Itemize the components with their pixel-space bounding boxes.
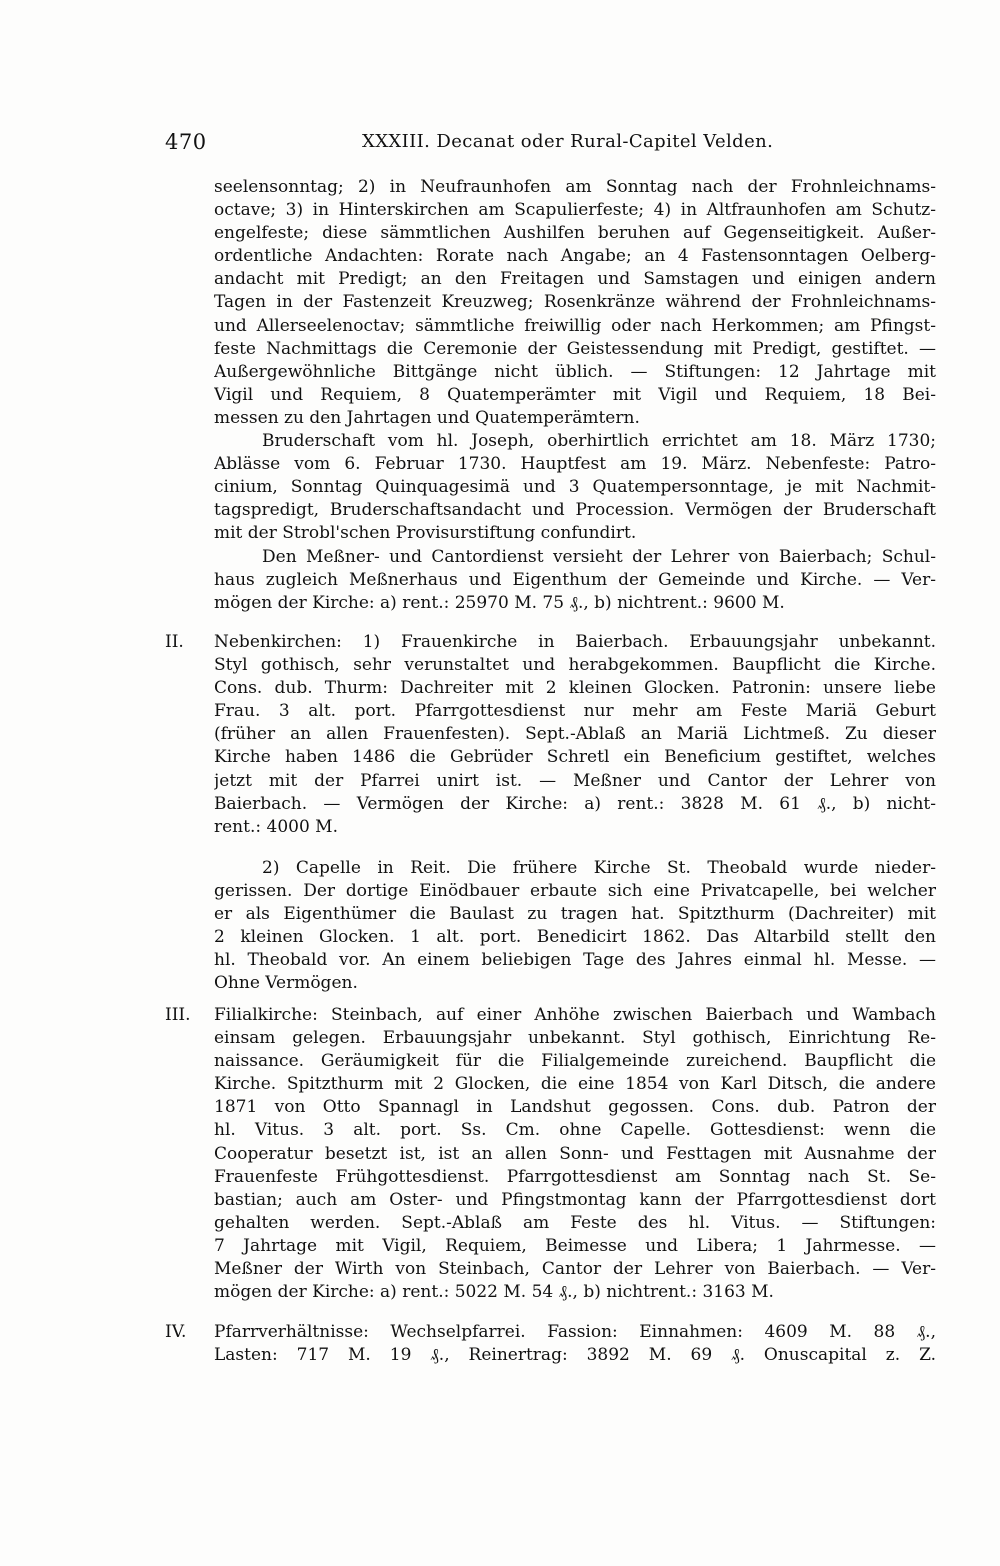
text-line: gehalten werden. Sept.-Ablaß am Feste des hl. Vitus. — Stiftungen:	[214, 1212, 936, 1233]
section-iii	[165, 1004, 936, 1304]
section-numeral: II.	[165, 632, 184, 652]
text-line: Frauenfeste Frühgottesdienst. Pfarrgottesdienst am Sonntag nach St. Se-	[214, 1166, 936, 1187]
text-line: naissance. Geräumigkeit für die Filialgemeinde zureichend. Baupflicht die	[214, 1051, 936, 1072]
text-line: octave; 3) in Hinterskirchen am Scapulierfeste; 4) in Altfraunhofen am Schutz-	[214, 200, 936, 221]
text-line: 7 Jahrtage mit Vigil, Requiem, Beimesse und Libera; 1 Jahrmesse. —	[214, 1235, 936, 1256]
text-line: cinium, Sonntag Quinquagesimä und 3 Quatempersonntage, je mit Nachmit-	[214, 477, 936, 498]
text-line: gerissen. Der dortige Einödbauer erbaute sich eine Privatcapelle, bei welcher	[214, 880, 936, 901]
running-head: XXXIII. Decanat oder Rural-Capitel Velden.	[362, 131, 774, 152]
text-line: engelfeste; diese sämmtlichen Aushilfen beruhen auf Gegenseitigkeit. Außer-	[214, 223, 936, 244]
text-line: messen zu den Jahrtagen und Quatemperämtern.	[214, 407, 640, 428]
section-iv	[165, 1321, 936, 1367]
text-line: jetzt mit der Pfarrei unirt ist. — Meßner und Cantor der Lehrer von	[214, 770, 936, 791]
text-line: Pfarrverhältnisse: Wechselpfarrei. Fassion: Einnahmen: 4609 M. 88 ₰.,	[214, 1322, 936, 1342]
text-line: einsam gelegen. Erbauungsjahr unbekannt. Styl gothisch, Einrichtung Re-	[214, 1028, 936, 1049]
text-line: und Allerseelenoctav; sämmtliche freiwillig oder nach Herkommen; am Pfingst-	[214, 315, 936, 336]
text-line: er als Eigenthümer die Baulast zu tragen hat. Spitzthurm (Dachreiter) mit	[214, 904, 936, 925]
text-line: Ablässe vom 6. Februar 1730. Hauptfest am 19. März. Nebenfeste: Patro-	[214, 454, 936, 475]
text-line: mit der Strobl'schen Provisurstiftung confundirt.	[214, 523, 637, 544]
text-line: Lasten: 717 M. 19 ₰., Reinertrag: 3892 M. 69 ₰. Onuscapital z. Z.	[214, 1345, 936, 1366]
text-line: Den Meßner- und Cantordienst versieht der Lehrer von Baierbach; Schul-	[262, 546, 936, 567]
text-line: Styl gothisch, sehr verunstaltet und herabgekommen. Baupflicht die Kirche.	[214, 655, 936, 676]
text-line: ordentliche Andachten: Rorate nach Angabe; an 4 Fastensonntagen Oelberg-	[214, 246, 936, 267]
text-line: Tagen in der Fastenzeit Kreuzweg; Rosenkränze während der Frohnleichnams-	[214, 292, 936, 313]
text-line: mögen der Kirche: a) rent.: 5022 M. 54 ₰., b) nichtrent.: 3163 M.	[214, 1282, 774, 1303]
text-line: feste Nachmittags die Ceremonie der Geistessendung mit Predigt, gestiftet. —	[214, 338, 936, 359]
text-line: 2) Capelle in Reit. Die frühere Kirche St. Theobald wurde nieder-	[262, 857, 936, 878]
intro-paragraph	[214, 176, 936, 615]
text-line: Kirche haben 1486 die Gebrüder Schretl ein Beneficium gestiftet, welches	[214, 747, 936, 768]
section-ii	[165, 631, 936, 995]
text-line: Cons. dub. Thurm: Dachreiter mit 2 kleinen Glocken. Patronin: unsere liebe	[214, 678, 936, 699]
section-numeral: III.	[165, 1005, 191, 1025]
text-line: andacht mit Predigt; an den Freitagen und Samstagen und einigen andern	[214, 269, 936, 290]
text-line: Nebenkirchen: 1) Frauenkirche in Baierbach. Erbauungsjahr unbekannt.	[214, 632, 936, 652]
text-line: Baierbach. — Vermögen der Kirche: a) rent.: 3828 M. 61 ₰., b) nicht-	[214, 793, 936, 814]
page-number: 470	[165, 130, 207, 154]
text-line: Filialkirche: Steinbach, auf einer Anhöhe zwischen Baierbach und Wambach	[214, 1005, 936, 1025]
text-line: 1871 von Otto Spannagl in Landshut gegossen. Cons. dub. Patron der	[214, 1097, 936, 1118]
text-line: bastian; auch am Oster- und Pfingstmontag kann der Pfarrgottesdienst dort	[214, 1189, 936, 1210]
text-line: Ohne Vermögen.	[214, 973, 358, 994]
text-line: seelensonntag; 2) in Neufraunhofen am Sonntag nach der Frohnleichnams-	[214, 177, 936, 197]
text-line: rent.: 4000 M.	[214, 816, 338, 837]
text-line: tagspredigt, Bruderschaftsandacht und Procession. Vermögen der Bruderschaft	[214, 500, 936, 521]
text-line: Frau. 3 alt. port. Pfarrgottesdienst nur mehr am Feste Mariä Geburt	[214, 701, 936, 722]
text-line: Cooperatur besetzt ist, ist an allen Sonn- und Festtagen mit Ausnahme der	[214, 1143, 936, 1164]
page-header	[165, 130, 935, 158]
text-line: Vigil und Requiem, 8 Quatemperämter mit Vigil und Requiem, 18 Bei-	[214, 384, 936, 405]
text-line: 2 kleinen Glocken. 1 alt. port. Benedicirt 1862. Das Altarbild stellt den	[214, 927, 936, 948]
section-numeral: IV.	[165, 1322, 187, 1342]
text-line: hl. Theobald vor. An einem beliebigen Tage des Jahres einmal hl. Messe. —	[214, 950, 936, 971]
text-line: Kirche. Spitzthurm mit 2 Glocken, die eine 1854 von Karl Ditsch, die andere	[214, 1074, 936, 1095]
text-line: mögen der Kirche: a) rent.: 25970 M. 75 ₰., b) nichtrent.: 9600 M.	[214, 592, 785, 613]
text-line: Bruderschaft vom hl. Joseph, oberhirtlich errichtet am 18. März 1730;	[262, 431, 936, 452]
text-line: haus zugleich Meßnerhaus und Eigenthum der Gemeinde und Kirche. — Ver-	[214, 569, 936, 590]
text-line: hl. Vitus. 3 alt. port. Ss. Cm. ohne Capelle. Gottesdienst: wenn die	[214, 1120, 936, 1141]
text-line: Außergewöhnliche Bittgänge nicht üblich. — Stiftungen: 12 Jahrtage mit	[214, 361, 936, 382]
text-line: (früher an allen Frauenfesten). Sept.-Ablaß an Mariä Lichtmeß. Zu dieser	[214, 724, 936, 745]
text-line: Meßner der Wirth von Steinbach, Cantor der Lehrer von Baierbach. — Ver-	[214, 1259, 936, 1280]
